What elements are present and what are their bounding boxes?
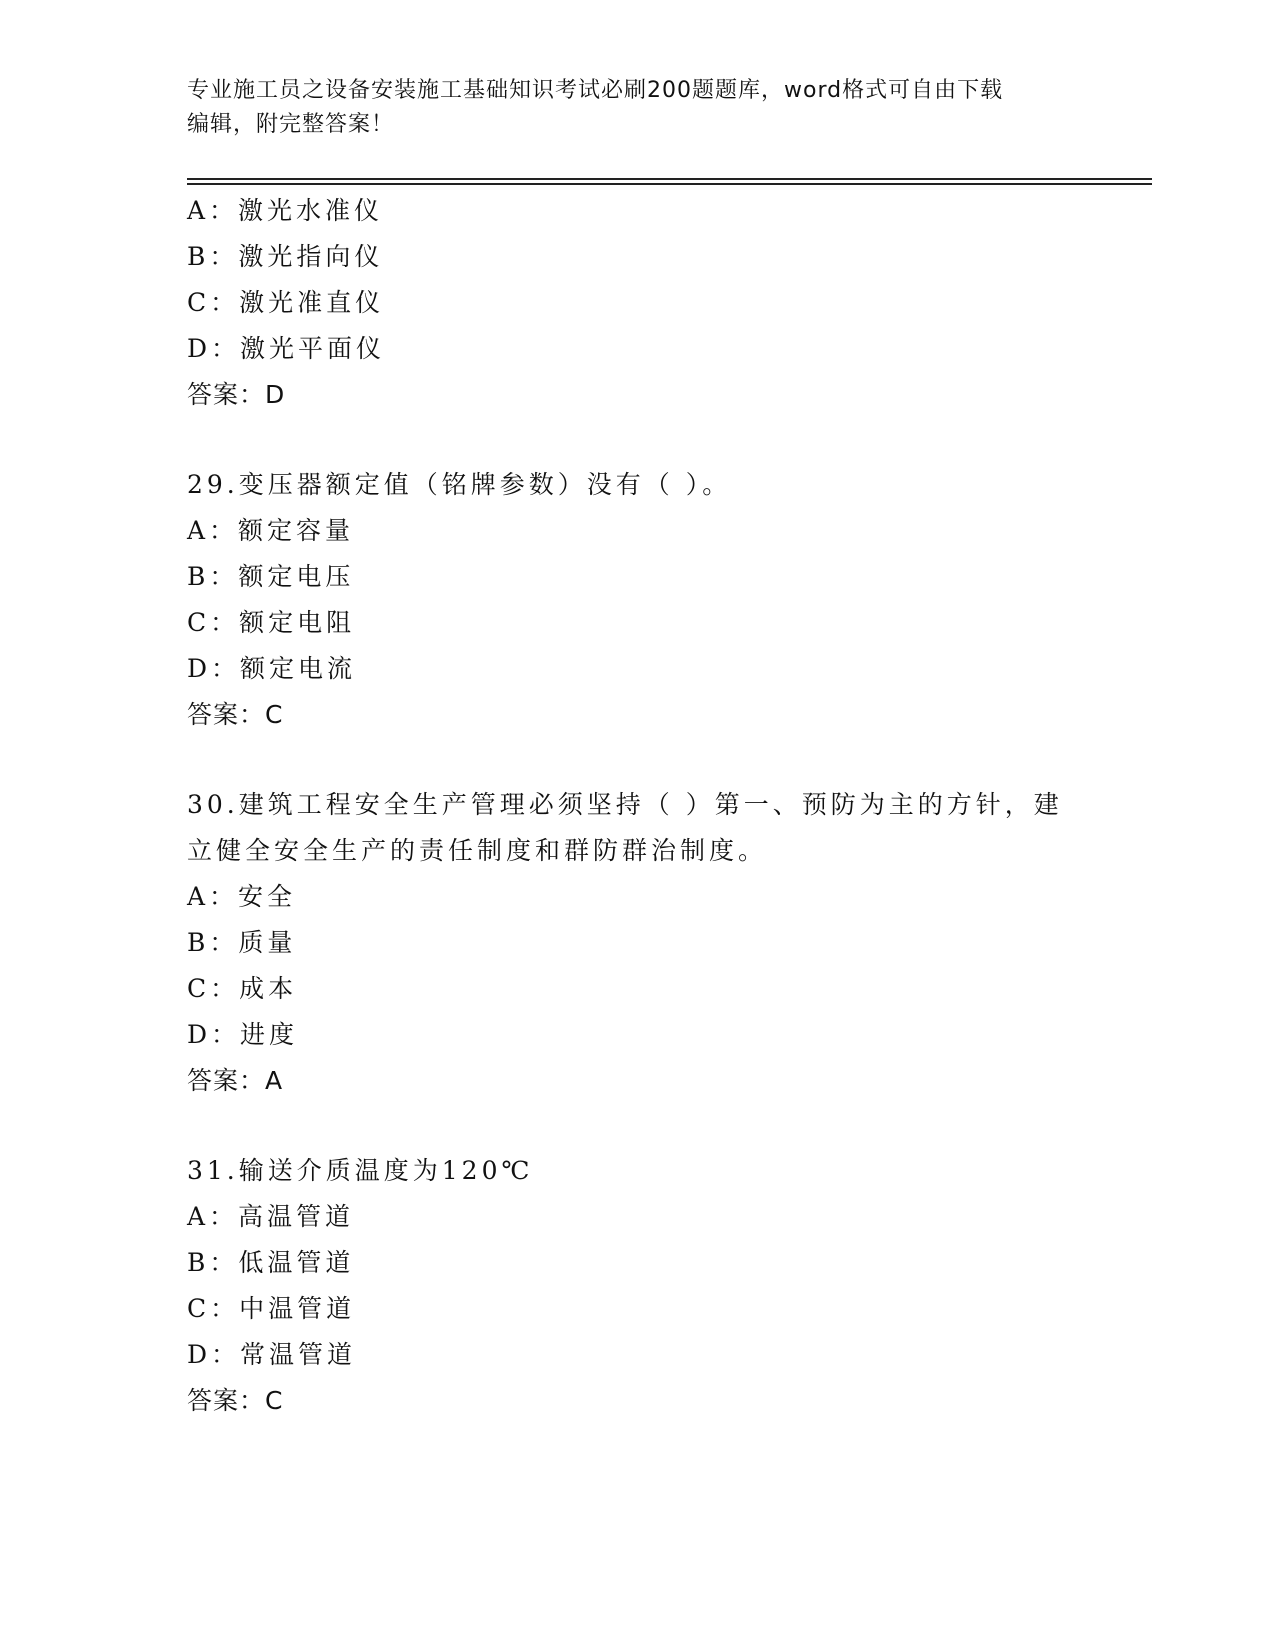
option-c: C：中温管道 — [187, 1294, 356, 1323]
question-text-line-2: 立健全安全生产的责任制度和群防群治制度。 — [187, 836, 768, 865]
question-29-block — [187, 462, 1087, 738]
document-header — [187, 74, 1067, 142]
question-spacer — [187, 738, 1087, 782]
option-a: A：额定容量 — [187, 516, 355, 545]
question-spacer — [187, 1104, 1087, 1148]
option-b: B：低温管道 — [187, 1248, 355, 1277]
question-spacer — [187, 418, 1087, 462]
option-b: B：质量 — [187, 928, 297, 957]
option-d: D：激光平面仪 — [187, 334, 386, 363]
header-line-1: 专业施工员之设备安装施工基础知识考试必刷200题题库，word格式可自由下载 — [187, 78, 1004, 103]
option-d: D：额定电流 — [187, 654, 357, 683]
option-a: A：激光水准仪 — [187, 196, 384, 225]
answer-line: 答案：C — [187, 1386, 284, 1415]
option-c: C：额定电阻 — [187, 608, 356, 637]
option-a: A：高温管道 — [187, 1202, 355, 1231]
option-c: C：成本 — [187, 974, 298, 1003]
header-divider-top — [187, 178, 1152, 180]
question-text: 31.输送介质温度为120℃ — [187, 1156, 534, 1185]
option-d: D：进度 — [187, 1020, 299, 1049]
option-b: B：额定电压 — [187, 562, 355, 591]
question-31-block — [187, 1148, 1087, 1424]
answer-line: 答案：C — [187, 700, 284, 729]
option-c: C：激光准直仪 — [187, 288, 385, 317]
option-b: B：激光指向仪 — [187, 242, 384, 271]
option-d: D：常温管道 — [187, 1340, 357, 1369]
question-text-line-1: 30.建筑工程安全生产管理必须坚持（ ）第一、预防为主的方针，建 — [187, 790, 1063, 819]
answer-line: 答案：D — [187, 380, 286, 409]
question-list — [187, 188, 1087, 1424]
option-a: A：安全 — [187, 882, 297, 911]
question-30-block — [187, 782, 1087, 1104]
question-28-block — [187, 188, 1087, 418]
answer-line: 答案：A — [187, 1066, 284, 1095]
question-text: 29.变压器额定值（铭牌参数）没有（ ）。 — [187, 470, 732, 499]
header-line-2: 编辑，附完整答案！ — [187, 112, 395, 137]
header-divider-bottom — [187, 183, 1152, 185]
